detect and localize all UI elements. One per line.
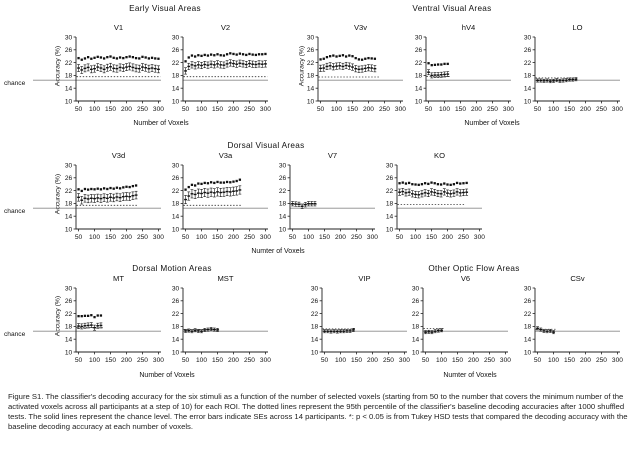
svg-text:300: 300 (259, 105, 271, 113)
svg-text:30: 30 (64, 162, 73, 170)
svg-text:300: 300 (259, 356, 271, 364)
svg-text:14: 14 (64, 213, 73, 221)
svg-text:150: 150 (455, 105, 467, 113)
svg-text:50: 50 (74, 356, 83, 364)
svg-text:26: 26 (64, 47, 73, 55)
section-title-ventral-visual-areas: Ventral Visual Areas (412, 4, 492, 13)
svg-text:14: 14 (523, 336, 532, 344)
svg-text:250: 250 (486, 105, 498, 113)
x-axis-label-row3-right: Numter of Voxels (443, 372, 497, 379)
svg-text:300: 300 (152, 105, 164, 113)
svg-text:22: 22 (306, 59, 315, 67)
subplot-title-v3v: V3v (353, 23, 368, 32)
svg-text:10: 10 (523, 349, 532, 357)
svg-text:150: 150 (347, 105, 359, 113)
chart-v6 (398, 284, 513, 372)
svg-text:100: 100 (196, 105, 208, 113)
svg-text:200: 200 (579, 356, 591, 364)
y-axis-label-accuracy-row2: Accuracy (%) (54, 173, 62, 215)
svg-text:250: 250 (457, 233, 469, 241)
chart-v7 (268, 161, 380, 249)
subplot-csv (513, 274, 625, 372)
subplot-title-v3a: V3a (218, 151, 233, 160)
subplot-lo (513, 23, 625, 121)
svg-text:250: 250 (136, 233, 148, 241)
svg-text:250: 250 (243, 356, 255, 364)
svg-text:30: 30 (523, 285, 532, 293)
svg-text:18: 18 (64, 200, 73, 208)
subplot-title-v6: V6 (460, 274, 471, 283)
svg-text:300: 300 (499, 356, 511, 364)
svg-text:250: 250 (350, 233, 362, 241)
svg-text:200: 200 (227, 105, 239, 113)
subplot-ko (375, 151, 487, 249)
chart-vip (300, 284, 412, 372)
svg-text:10: 10 (385, 226, 394, 234)
svg-text:10: 10 (64, 98, 73, 106)
svg-text:200: 200 (441, 233, 453, 241)
subplot-mst (161, 274, 273, 372)
svg-text:22: 22 (171, 59, 180, 67)
svg-text:100: 100 (335, 356, 347, 364)
svg-text:14: 14 (171, 85, 180, 93)
svg-text:18: 18 (523, 72, 532, 80)
svg-text:150: 150 (426, 233, 438, 241)
svg-text:10: 10 (278, 226, 287, 234)
svg-text:50: 50 (533, 356, 542, 364)
subplot-title-v3d: V3d (111, 151, 126, 160)
svg-text:14: 14 (171, 213, 180, 221)
svg-text:250: 250 (483, 356, 495, 364)
svg-text:200: 200 (227, 233, 239, 241)
svg-text:300: 300 (611, 105, 623, 113)
svg-text:50: 50 (424, 105, 433, 113)
svg-text:250: 250 (136, 105, 148, 113)
svg-text:22: 22 (64, 59, 73, 67)
svg-text:30: 30 (414, 34, 423, 42)
chart-v3a (161, 161, 273, 249)
svg-text:50: 50 (74, 105, 83, 113)
svg-text:10: 10 (310, 349, 319, 357)
svg-text:50: 50 (181, 233, 190, 241)
svg-text:50: 50 (74, 233, 83, 241)
section-title-dorsal-visual-areas: Dorsal Visual Areas (227, 141, 305, 150)
svg-text:150: 150 (105, 105, 117, 113)
svg-text:100: 100 (436, 356, 448, 364)
svg-text:30: 30 (64, 285, 73, 293)
svg-text:26: 26 (171, 47, 180, 55)
svg-text:18: 18 (171, 72, 180, 80)
svg-text:250: 250 (136, 356, 148, 364)
svg-text:14: 14 (64, 336, 73, 344)
svg-text:100: 100 (548, 105, 560, 113)
svg-text:300: 300 (366, 233, 378, 241)
svg-text:50: 50 (395, 233, 404, 241)
svg-text:150: 150 (564, 105, 576, 113)
svg-text:100: 100 (303, 233, 315, 241)
subplot-title-vip: VIP (358, 274, 371, 283)
section-title-dorsal-motion-areas: Dorsal Motion Areas (132, 264, 212, 273)
svg-text:50: 50 (181, 105, 190, 113)
svg-text:18: 18 (171, 323, 180, 331)
svg-text:30: 30 (278, 162, 287, 170)
svg-text:100: 100 (196, 233, 208, 241)
svg-text:18: 18 (278, 200, 287, 208)
svg-text:18: 18 (385, 200, 394, 208)
svg-text:10: 10 (171, 226, 180, 234)
chart-ko (375, 161, 487, 249)
svg-text:150: 150 (105, 356, 117, 364)
svg-text:150: 150 (319, 233, 331, 241)
subplot-title-ko: KO (434, 151, 445, 160)
svg-text:26: 26 (310, 298, 319, 306)
svg-text:150: 150 (105, 233, 117, 241)
subplot-title-csv: CSv (570, 274, 585, 283)
svg-text:14: 14 (310, 336, 319, 344)
svg-text:300: 300 (152, 233, 164, 241)
y-axis-label-accuracy-ventral: Accuracy (%) (298, 45, 306, 87)
svg-text:26: 26 (306, 47, 315, 55)
svg-text:18: 18 (306, 72, 315, 80)
svg-text:14: 14 (306, 85, 315, 93)
svg-text:100: 100 (331, 105, 343, 113)
svg-text:150: 150 (212, 356, 224, 364)
svg-text:200: 200 (470, 105, 482, 113)
svg-text:200: 200 (120, 105, 132, 113)
svg-text:30: 30 (310, 285, 319, 293)
chart-lo (513, 33, 625, 121)
chart-v1 (54, 33, 166, 121)
svg-text:22: 22 (171, 310, 180, 318)
svg-text:14: 14 (171, 336, 180, 344)
x-axis-label-row3-left: Number of Voxels (139, 372, 195, 379)
svg-text:200: 200 (227, 356, 239, 364)
chart-mt (54, 284, 166, 372)
svg-text:100: 100 (410, 233, 422, 241)
svg-text:10: 10 (64, 226, 73, 234)
svg-text:250: 250 (382, 356, 394, 364)
y-axis-label-accuracy-row1: Accuracy (%) (54, 45, 62, 87)
svg-text:150: 150 (212, 105, 224, 113)
svg-text:14: 14 (411, 336, 420, 344)
svg-text:50: 50 (288, 233, 297, 241)
svg-text:30: 30 (523, 34, 532, 42)
svg-text:300: 300 (152, 356, 164, 364)
chart-csv (513, 284, 625, 372)
svg-text:150: 150 (212, 233, 224, 241)
svg-text:22: 22 (385, 187, 394, 195)
section-title-early-visual-areas: Early Visual Areas (129, 4, 201, 13)
svg-text:14: 14 (523, 85, 532, 93)
subplot-v3a (161, 151, 273, 249)
svg-text:22: 22 (414, 59, 423, 67)
svg-text:30: 30 (411, 285, 420, 293)
subplot-vip (300, 274, 412, 372)
svg-text:22: 22 (64, 310, 73, 318)
svg-text:10: 10 (171, 349, 180, 357)
svg-text:10: 10 (306, 98, 315, 106)
svg-text:26: 26 (414, 47, 423, 55)
svg-text:100: 100 (89, 356, 101, 364)
svg-text:250: 250 (595, 356, 607, 364)
svg-text:300: 300 (502, 105, 514, 113)
svg-text:300: 300 (259, 233, 271, 241)
svg-text:26: 26 (278, 175, 287, 183)
svg-text:30: 30 (64, 34, 73, 42)
subplot-title-mst: MST (217, 274, 234, 283)
subplot-v7 (268, 151, 380, 249)
x-axis-label-row2: Numter of Voxels (251, 248, 305, 255)
svg-text:100: 100 (89, 105, 101, 113)
svg-text:200: 200 (120, 356, 132, 364)
svg-text:10: 10 (411, 349, 420, 357)
svg-text:200: 200 (579, 105, 591, 113)
section-title-other-optic-flow-areas: Other Optic Flow Areas (428, 264, 520, 273)
subplot-v3v (296, 23, 408, 121)
svg-text:100: 100 (89, 233, 101, 241)
svg-text:50: 50 (421, 356, 430, 364)
chart-v3v (296, 33, 408, 121)
subplot-hv4 (404, 23, 516, 121)
svg-text:30: 30 (171, 34, 180, 42)
subplot-v6 (398, 274, 513, 372)
subplot-v1 (54, 23, 166, 121)
svg-text:22: 22 (278, 187, 287, 195)
svg-text:10: 10 (414, 98, 423, 106)
svg-text:22: 22 (523, 59, 532, 67)
svg-text:26: 26 (64, 175, 73, 183)
svg-text:50: 50 (316, 105, 325, 113)
svg-text:30: 30 (306, 34, 315, 42)
svg-text:30: 30 (171, 162, 180, 170)
svg-text:26: 26 (523, 47, 532, 55)
svg-text:22: 22 (523, 310, 532, 318)
svg-text:26: 26 (171, 298, 180, 306)
svg-text:300: 300 (398, 356, 410, 364)
chart-v3d (54, 161, 166, 249)
svg-text:10: 10 (523, 98, 532, 106)
svg-text:18: 18 (64, 323, 73, 331)
svg-text:100: 100 (439, 105, 451, 113)
svg-text:22: 22 (411, 310, 420, 318)
svg-text:26: 26 (385, 175, 394, 183)
svg-text:300: 300 (394, 105, 406, 113)
chart-v2 (161, 33, 273, 121)
svg-text:200: 200 (120, 233, 132, 241)
figure-caption: Figure S1. The classifier's decoding accuracy for the six stimuli as a function of the number of selected voxels (starting from 50 to the number that covers the minimum number of the activated voxels across all participants at a step of 10) for each ROI. The dotted lines represent the 95th percentile of the classifier's baseline decoding accuracies after 1000 shuffled tests. The solid lines represent the chance level. The error bars indicate SEs across 14 participants. *: p < 0.05 is from Tukey HSD tests that compared the decoding accuracy with the baseline decoding accuracy at each number of voxels. (8, 392, 628, 431)
chart-mst (161, 284, 273, 372)
svg-text:250: 250 (243, 233, 255, 241)
svg-text:10: 10 (171, 98, 180, 106)
svg-text:30: 30 (171, 285, 180, 293)
svg-text:22: 22 (64, 187, 73, 195)
svg-text:300: 300 (473, 233, 485, 241)
chance-label-row2: chance (4, 208, 26, 215)
svg-text:14: 14 (385, 213, 394, 221)
svg-text:18: 18 (310, 323, 319, 331)
subplot-title-mt: MT (113, 274, 124, 283)
subplot-title-hv4: hV4 (461, 23, 476, 32)
svg-text:26: 26 (171, 175, 180, 183)
subplot-mt (54, 274, 166, 372)
subplot-title-v7: V7 (327, 151, 338, 160)
svg-text:50: 50 (533, 105, 542, 113)
svg-text:26: 26 (411, 298, 420, 306)
svg-text:200: 200 (366, 356, 378, 364)
svg-text:10: 10 (64, 349, 73, 357)
svg-text:100: 100 (548, 356, 560, 364)
chance-label-row3: chance (4, 331, 26, 338)
svg-text:50: 50 (320, 356, 329, 364)
x-axis-label-row1-early: Number of Voxels (133, 120, 189, 127)
svg-text:14: 14 (414, 85, 423, 93)
svg-text:14: 14 (278, 213, 287, 221)
svg-text:22: 22 (310, 310, 319, 318)
subplot-title-v1: V1 (113, 23, 124, 32)
svg-text:14: 14 (64, 85, 73, 93)
subplot-v2 (161, 23, 273, 121)
svg-text:30: 30 (385, 162, 394, 170)
svg-text:150: 150 (564, 356, 576, 364)
svg-text:250: 250 (378, 105, 390, 113)
x-axis-label-row1-ventral: Number of Voxels (464, 120, 520, 127)
subplot-v3d (54, 151, 166, 249)
svg-text:200: 200 (362, 105, 374, 113)
svg-text:18: 18 (64, 72, 73, 80)
svg-text:150: 150 (452, 356, 464, 364)
chart-hv4 (404, 33, 516, 121)
y-axis-label-accuracy-row3: Accuracy (%) (54, 295, 62, 337)
svg-text:22: 22 (171, 187, 180, 195)
svg-text:250: 250 (595, 105, 607, 113)
chance-label-row1: chance (4, 80, 26, 87)
svg-text:50: 50 (181, 356, 190, 364)
svg-text:18: 18 (414, 72, 423, 80)
svg-text:18: 18 (411, 323, 420, 331)
svg-text:26: 26 (64, 298, 73, 306)
subplot-title-v2: V2 (220, 23, 231, 32)
svg-text:250: 250 (243, 105, 255, 113)
svg-text:300: 300 (611, 356, 623, 364)
svg-text:200: 200 (334, 233, 346, 241)
subplot-title-lo: LO (572, 23, 583, 32)
svg-text:18: 18 (523, 323, 532, 331)
svg-text:18: 18 (171, 200, 180, 208)
svg-text:150: 150 (351, 356, 363, 364)
svg-text:100: 100 (196, 356, 208, 364)
svg-text:26: 26 (523, 298, 532, 306)
svg-text:200: 200 (467, 356, 479, 364)
